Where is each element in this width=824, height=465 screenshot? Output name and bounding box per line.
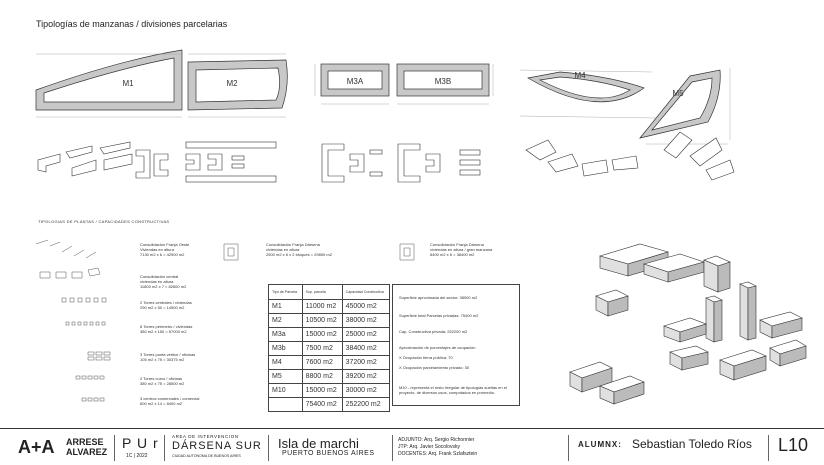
block-label-m2: M2 [226,79,238,88]
student-label: ALUMNX: [578,440,622,449]
block-label-m4: M4 [574,71,586,80]
table-row: M3b 7500 m2 38400 m2 [269,342,390,356]
course-sub: 1C | 2022 [126,453,148,459]
table-row: M5 8800 m2 39200 m2 [269,370,390,384]
firm-name: ARRESE ALVAREZ [66,437,108,457]
note-centros-comerciales: 3 centros comerciales / comercial 600 m2 x 14 = 8400 m2 [140,396,200,406]
block-m2-inner [196,68,280,102]
project-name: Isla de marchi [278,436,359,451]
table-totals-row: 75400 m2 252200 m2 [269,398,390,412]
table-row: M2 10500 m2 38000 m2 [269,314,390,328]
course-name: P U r [122,435,159,451]
block-label-m3a: M3A [346,77,364,86]
capacity-table [268,284,390,412]
block-m1-inner [44,58,174,102]
axonometric-massing [570,244,806,404]
title-block [0,428,824,465]
info-box: Superficie aproximada del sector: 38000 m2 Superficie total Parcelas privadas: 75400 m2 Cap. Constructiva privada: 252200 m2 Aproximación de porcentajes de ocupación X Ocupación tierra pública: 70 X Ocupación parcelamiento privado: 30 M10 - representa el resto irregular de tipologías sueltas en el proyecto, de diversos usos, computados en promedio. [392,284,520,406]
header-tipo: Tipo de Parcela [269,285,303,300]
block-label-m3b: M3B [434,77,452,86]
area-sub: CIUDAD AUTONOMA DE BUENOS AIRES [172,454,241,458]
block-label-m5: M5 [672,89,684,98]
table-row: M3a 15000 m2 25000 m2 [269,328,390,342]
note-torres-centrales: 2 Torres centrales / viviendas 290 m2 x 50 = 14500 m2 [140,300,192,310]
area-name: DÁRSENA SUR [172,440,262,452]
table-row: M1 11000 m2 45000 m2 [269,300,390,314]
note-torres-punta: 3 Torres punta vértice / oficinas 105 m2 x 75 = 30375 m2 [140,352,196,362]
logo: A+A [18,437,55,457]
page-title: Tipologías de manzanas / divisiones parcelarias [36,19,228,29]
note-oeste: Consolidación Franja Oeste Viviendas en altura 7130 m2 x 6 = 42900 m2 [140,242,190,257]
footprints [38,132,734,182]
sheet-number: L10 [778,435,809,455]
note-central: Consolidación central viviendas en altura 11800 m2 x 7 = 82600 m2 [140,274,187,289]
header-sup: Sup. parcela [302,285,342,300]
note-darsena-gran-manzana: Consolidación Franja Dársena viviendas en altura / gran manzana 6400 m2 x 6 = 38400 m2 [430,242,493,257]
note-torres-curvo: 2 Torres curvo / oficinas 380 m2 x 75 = 28500 m2 [140,376,185,386]
table-row: M4 7600 m2 37200 m2 [269,356,390,370]
table-row: M10 15000 m2 30000 m2 [269,384,390,398]
header-capacidad: Capacidad Constructiva [342,285,389,300]
note-darsena: Consolidación Franja Dársena viviendas en altura 2500 m2 x 6 x 2 bloques = 29800 m2 [266,242,332,257]
note-torres-perimetro: 6 Torres perimetro / viviendas 380 m2 x 150 = 57000 m2 [140,324,193,334]
block-label-m1: M1 [122,79,134,88]
project-sub: PUERTO BUENOS AIRES [282,450,375,457]
credits: ADJUNTO: Arq. Sergio Richonnier JTP: Arq. Javier Socolovsky DOCENTES: Arq. Frank Szlafsztein [398,437,478,457]
student-name: Sebastian Toledo Ríos [632,437,752,451]
section-title: TIPOLOGIAS DE PLANTAS / CAPACIDADES CONSTRUCTIVAS [38,219,170,224]
area-label: AREA DE INTERVENCION [172,434,239,439]
